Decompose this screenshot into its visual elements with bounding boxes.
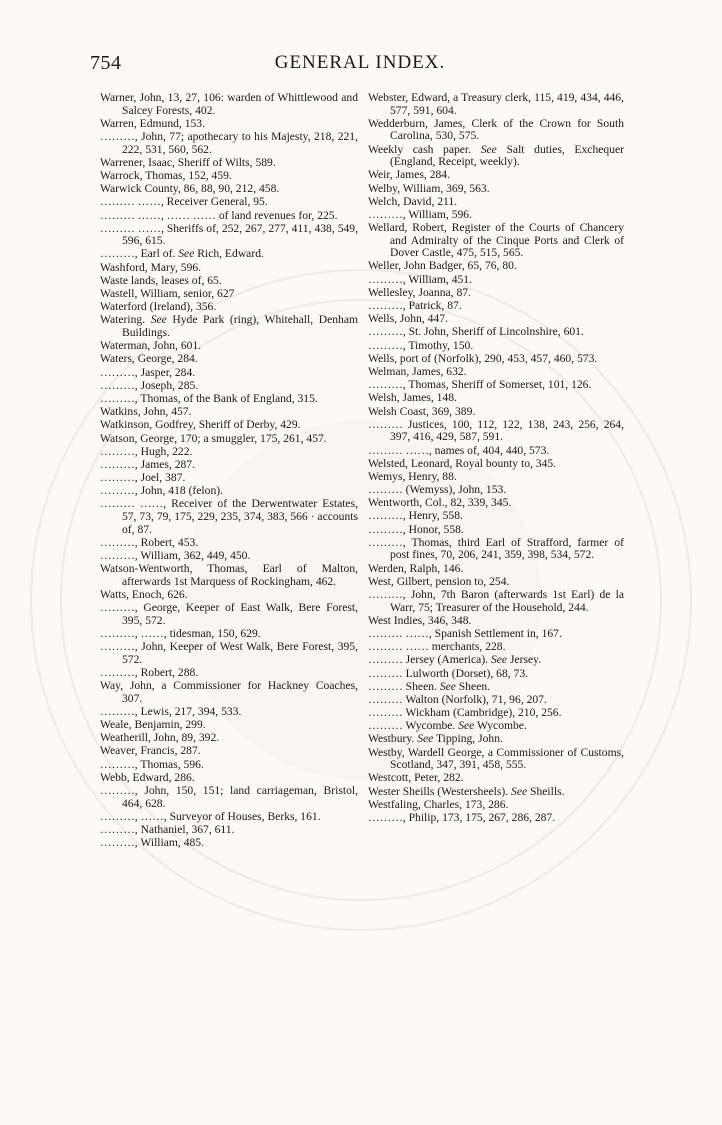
index-entry: Waterman, John, 601. (100, 339, 202, 353)
index-entry: ………, John, 150, 151; land carriageman, Bristol, 464, 628. (100, 784, 358, 810)
index-entry: ……… Wycombe. See Wycombe. (368, 719, 527, 733)
index-entry: ………, William, 451. (368, 272, 472, 286)
index-entry: ………, St. John, Sheriff of Lincolnshire, 601. (368, 325, 584, 339)
index-entry: Westfaling, Charles, 173, 286. (368, 797, 509, 811)
index-entry: ……… Wickham (Cambridge), 210, 256. (368, 706, 562, 720)
index-entry: ……… …… merchants, 228. (368, 640, 506, 654)
index-entry: ………, Thomas, Sheriff of Somerset, 101, 126. (368, 378, 592, 392)
index-entry: Welman, James, 632. (368, 364, 467, 378)
index-entry: Wester Sheills (Westersheels). See Sheills. (368, 784, 565, 798)
index-entry: Wentworth, Col., 82, 339, 345. (368, 496, 512, 510)
index-entry: ………, John, 418 (felon). (100, 484, 224, 498)
index-entry: ………, Lewis, 217, 394, 533. (100, 704, 242, 718)
index-entry: ………, Thomas, of the Bank of England, 315. (100, 391, 318, 405)
index-entry: Watson, George, 170; a smuggler, 175, 261, 457. (100, 431, 327, 445)
index-entry: Westbury. See Tipping, John. (368, 732, 503, 746)
index-entry: Way, John, a Commissioner for Hackney Coaches, 307. (100, 679, 358, 705)
index-entry: ………, George, Keeper of East Walk, Bere Forest, 395, 572. (100, 601, 358, 627)
index-entry: Webb, Edward, 286. (100, 770, 195, 784)
index-entry: Weale, Benjamin, 299. (100, 718, 206, 732)
index-entry: Welsh Coast, 369, 389. (368, 404, 476, 418)
index-entry: ………, Thomas, 596. (100, 757, 204, 771)
index-entry: ………, ……, Surveyor of Houses, Berks, 161. (100, 809, 321, 823)
index-entry: Watkins, John, 457. (100, 405, 192, 419)
index-entry: Watering. See Hyde Park (ring), Whitehall, Denham Buildings. (100, 313, 358, 339)
index-entry: ……… ……, names of, 404, 440, 573. (368, 443, 550, 457)
index-entry: Watts, Enoch, 626. (100, 587, 188, 601)
index-entry: West Indies, 346, 348. (368, 613, 472, 627)
index-entry: Watkinson, Godfrey, Sheriff of Derby, 429. (100, 418, 301, 432)
index-entry: ………, William, 596. (368, 207, 472, 221)
index-entry: Wells, port of (Norfolk), 290, 453, 457, 460, 573. (368, 351, 598, 365)
index-entry: ……… Walton (Norfolk), 71, 96, 207. (368, 692, 547, 706)
index-entry: Waters, George, 284. (100, 352, 198, 366)
index-entry: ………, Nathaniel, 367, 611. (100, 822, 235, 836)
index-entry: ………, John, Keeper of West Walk, Bere Forest, 395, 572. (100, 640, 358, 666)
index-entry: Waste lands, leases of, 65. (100, 273, 222, 287)
index-entry: Warrener, Isaac, Sheriff of Wilts, 589. (100, 155, 276, 169)
index-entry: Westcott, Peter, 282. (368, 771, 464, 785)
index-entry: Wemys, Henry, 88. (368, 469, 457, 483)
index-entry: Wells, John, 447. (368, 312, 448, 326)
index-entry: ………, Jasper, 284. (100, 365, 196, 379)
index-entry: ………, Honor, 558. (368, 522, 464, 536)
index-entry: ……… ……, …… …… of land revenues for, 225. (100, 208, 338, 222)
index-entry: ………, Philip, 173, 175, 267, 286, 287. (368, 810, 556, 824)
index-entry: ………, Robert, 453. (100, 535, 199, 549)
index-entry: Weatherill, John, 89, 392. (100, 731, 220, 745)
index-entry: Warwick County, 86, 88, 90, 212, 458. (100, 182, 280, 196)
index-entry: Washford, Mary, 596. (100, 260, 202, 274)
index-entry: Wedderburn, James, Clerk of the Crown for South Carolina, 530, 575. (368, 116, 624, 143)
index-entry: ………, Robert, 288. (100, 665, 199, 679)
index-entry: West, Gilbert, pension to, 254. (368, 574, 510, 588)
index-entry: Weir, James, 284. (368, 168, 450, 182)
index-entry: ……… ……, Receiver of the Derwentwater Estates, 57, 73, 79, 175, 229, 235, 374, 383, 566 · accounts of, 87. (100, 497, 358, 536)
index-entry: ………, James, 287. (100, 457, 195, 471)
index-entry: ………, William, 485. (100, 836, 204, 850)
index-entry: ………, Patrick, 87. (368, 299, 462, 313)
index-entry: Welby, William, 369, 563. (368, 181, 490, 195)
index-entry: ………, ……, tidesman, 150, 629. (100, 626, 261, 640)
index-entry: ……… Justices, 100, 112, 122, 138, 243, 256, 264, 397, 416, 429, 587, 591. (368, 417, 624, 444)
index-entry: ………, Henry, 558. (368, 509, 463, 523)
index-entry: Weekly cash paper. See Salt duties, Exchequer (England, Receipt, weekly). (368, 142, 624, 169)
running-title: GENERAL INDEX. (274, 52, 446, 73)
page-number: 754 (90, 52, 122, 74)
index-entry: Webster, Edward, a Treasury clerk, 115, 419, 434, 446, 577, 591, 604. (368, 91, 624, 117)
index-entry: ………, Earl of. See Rich, Edward. (100, 247, 264, 261)
index-entry: Weller, John Badger, 65, 76, 80. (368, 259, 517, 273)
index-entry: Warrock, Thomas, 152, 459. (100, 168, 232, 182)
index-entry: ………, John, 77; apothecary to his Majesty, 218, 221, 222, 531, 560, 562. (100, 129, 358, 156)
index-entry: Wastell, William, senior, 627 (100, 287, 235, 301)
index-entry: Wellesley, Joanna, 87. (368, 285, 471, 299)
index-entry: Watson-Wentworth, Thomas, Earl of Malton, afterwards 1st Marquess of Rockingham, 462. (100, 562, 358, 588)
index-entry: ……… ……, Receiver General, 95. (100, 195, 268, 209)
index-entry: ………, William, 362, 449, 450. (100, 549, 251, 562)
index-entry: Welsted, Leonard, Royal bounty to, 345. (368, 456, 557, 470)
index-entry: Welsh, James, 148. (368, 391, 457, 405)
index-entry: ………, Thomas, third Earl of Strafford, farmer of post fines, 70, 206, 241, 359, 398, 534, 572. (368, 535, 624, 562)
index-entry: Waterford (Ireland), 356. (100, 300, 217, 314)
index-entry: ………, Hugh, 222. (100, 444, 193, 458)
index-entry: ……… Lulworth (Dorset), 68, 73. (368, 666, 529, 680)
index-entry: Westby, Wardell George, a Commissioner of Customs, Scotland, 347, 391, 458, 555. (368, 745, 624, 772)
index-entry: ………, Joel, 387. (100, 471, 186, 485)
index-entry: Wellard, Robert, Register of the Courts of Chancery and Admiralty of the Cinque Ports and Clerk of Dover Castle, 475, 515, 565. (368, 221, 624, 260)
index-entry: ………, Joseph, 285. (100, 378, 199, 392)
index-entry: ……… ……, Sheriffs of, 252, 267, 277, 411, 438, 549, 596, 615. (100, 221, 358, 248)
index-entry: ……… Jersey (America). See Jersey. (368, 653, 542, 667)
index-entry: ……… Sheen. See Sheen. (368, 679, 491, 693)
index-entry: ………, John, 7th Baron (afterwards 1st Earl) de la Warr, 75; Treasurer of the Household, 244. (368, 587, 624, 614)
index-entry: Warner, John, 13, 27, 106: warden of Whittlewood and Salcey Forests, 402. (100, 91, 358, 117)
index-entry: ……… (Wemyss), John, 153. (368, 483, 507, 497)
index-entry: ……… ……, Spanish Settlement in, 167. (368, 626, 562, 640)
page-header (90, 50, 630, 78)
index-entry: Welch, David, 211. (368, 194, 458, 208)
index-entry: Warren, Edmund, 153. (100, 116, 205, 130)
index-entry: Werden, Ralph, 146. (368, 561, 464, 575)
index-entry: Weaver, Francis, 287. (100, 744, 201, 758)
index-column-left (100, 92, 358, 850)
index-entry: ………, Timothy, 150. (368, 338, 474, 352)
index-column-right (368, 92, 624, 825)
